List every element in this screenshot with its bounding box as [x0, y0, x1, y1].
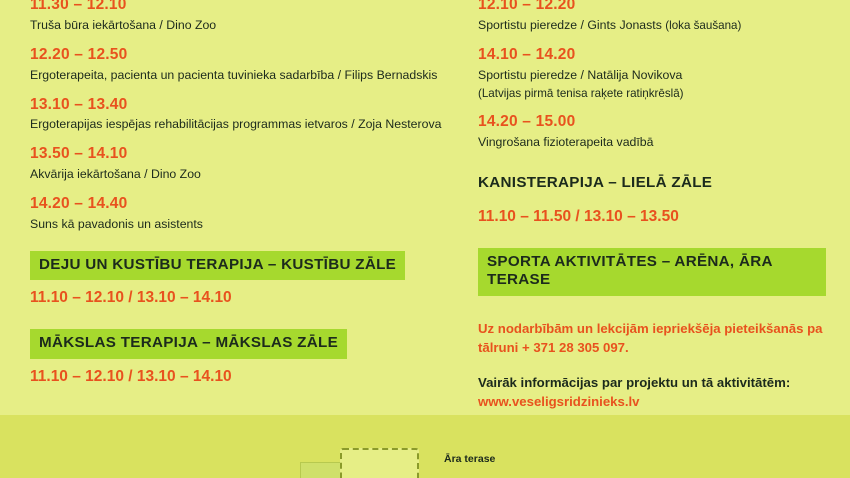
entry-note: (Latvijas pirmā tenisa raķete ratiņkrēslā): [478, 86, 684, 100]
entry-description-text: Sportistu pieredze / Gints Jonasts: [478, 17, 662, 32]
map-outdoor-terrace-shape: [340, 448, 419, 478]
section-dance-therapy: [30, 245, 450, 308]
entry-time: 14.20 – 14.40: [30, 195, 128, 213]
entry-time: 11.30 – 12.10: [30, 0, 127, 13]
section-sports-activities: [478, 242, 838, 305]
page-right-margin: [836, 0, 850, 415]
schedule-entry: [478, 0, 838, 34]
right-column: [478, 0, 838, 411]
entry-description: [478, 67, 838, 84]
registration-notice: Uz nodarbībām un lekcijām iepriekšēja pieteikšanās pa tālruni + 371 28 305 097.: [478, 320, 823, 355]
entry-description: Suns kā pavadonis un asistents: [30, 216, 203, 231]
map-label-outdoor-terrace: Āra terase: [444, 453, 496, 465]
entry-description-text: Sportistu pieredze / Natālija Novikova: [478, 67, 683, 82]
schedule-entry: [30, 145, 450, 183]
schedule-entry: [30, 46, 450, 84]
entry-description: Ergoterapijas iespējas rehabilitācijas programmas ietvaros / Zoja Nesterova: [30, 117, 442, 132]
more-info-text: Vairāk informācijas par projektu un tā aktivitātēm:: [478, 374, 791, 390]
entry-time: 12.10 – 12.20: [478, 0, 576, 13]
entry-description: [478, 17, 838, 34]
entry-time: 14.20 – 15.00: [478, 113, 576, 131]
section-times: 11.10 – 12.10 / 13.10 – 14.10: [30, 368, 232, 385]
schedule-entry: [478, 113, 838, 151]
section-art-therapy: [30, 323, 450, 386]
more-info: [478, 373, 838, 411]
section-heading: MĀKSLAS TERAPIJA – MĀKSLAS ZĀLE: [30, 329, 347, 359]
section-heading: KANISTERAPIJA – LIELĀ ZĀLE: [478, 173, 713, 191]
section-canistherapy: [478, 163, 838, 226]
section-heading: SPORTA AKTIVITĀTES – ARĒNA, ĀRA TERASE: [478, 248, 826, 296]
section-times: 11.10 – 11.50 / 13.10 – 13.50: [478, 207, 679, 225]
entry-description: Vingrošana fizioterapeita vadībā: [478, 135, 654, 150]
schedule-entry: [30, 0, 450, 34]
entry-note: (loka šaušana): [665, 18, 742, 32]
schedule-entry: [478, 46, 838, 101]
section-times: 11.10 – 12.10 / 13.10 – 14.10: [30, 289, 232, 307]
schedule-entry: [30, 195, 450, 233]
project-website-link[interactable]: www.veseligsridzinieks.lv: [478, 394, 640, 410]
schedule-entry: [30, 96, 450, 134]
section-heading: DEJU UN KUSTĪBU TERAPIJA – KUSTĪBU ZĀLE: [30, 251, 405, 281]
entry-description: Truša būra iekārtošana / Dino Zoo: [30, 17, 217, 32]
entry-time: 13.10 – 13.40: [30, 95, 128, 113]
entry-time: 13.50 – 14.10: [30, 145, 128, 163]
left-column: [30, 0, 450, 402]
entry-description: Ergoterapeita, pacienta un pacienta tuvinieka sadarbība / Filips Bernadskis: [30, 67, 438, 82]
entry-description: Akvārija iekārtošana / Dino Zoo: [30, 167, 201, 182]
entry-time: 12.20 – 12.50: [30, 45, 128, 63]
footer-map-band: [0, 415, 850, 478]
entry-time: 14.10 – 14.20: [478, 45, 576, 63]
